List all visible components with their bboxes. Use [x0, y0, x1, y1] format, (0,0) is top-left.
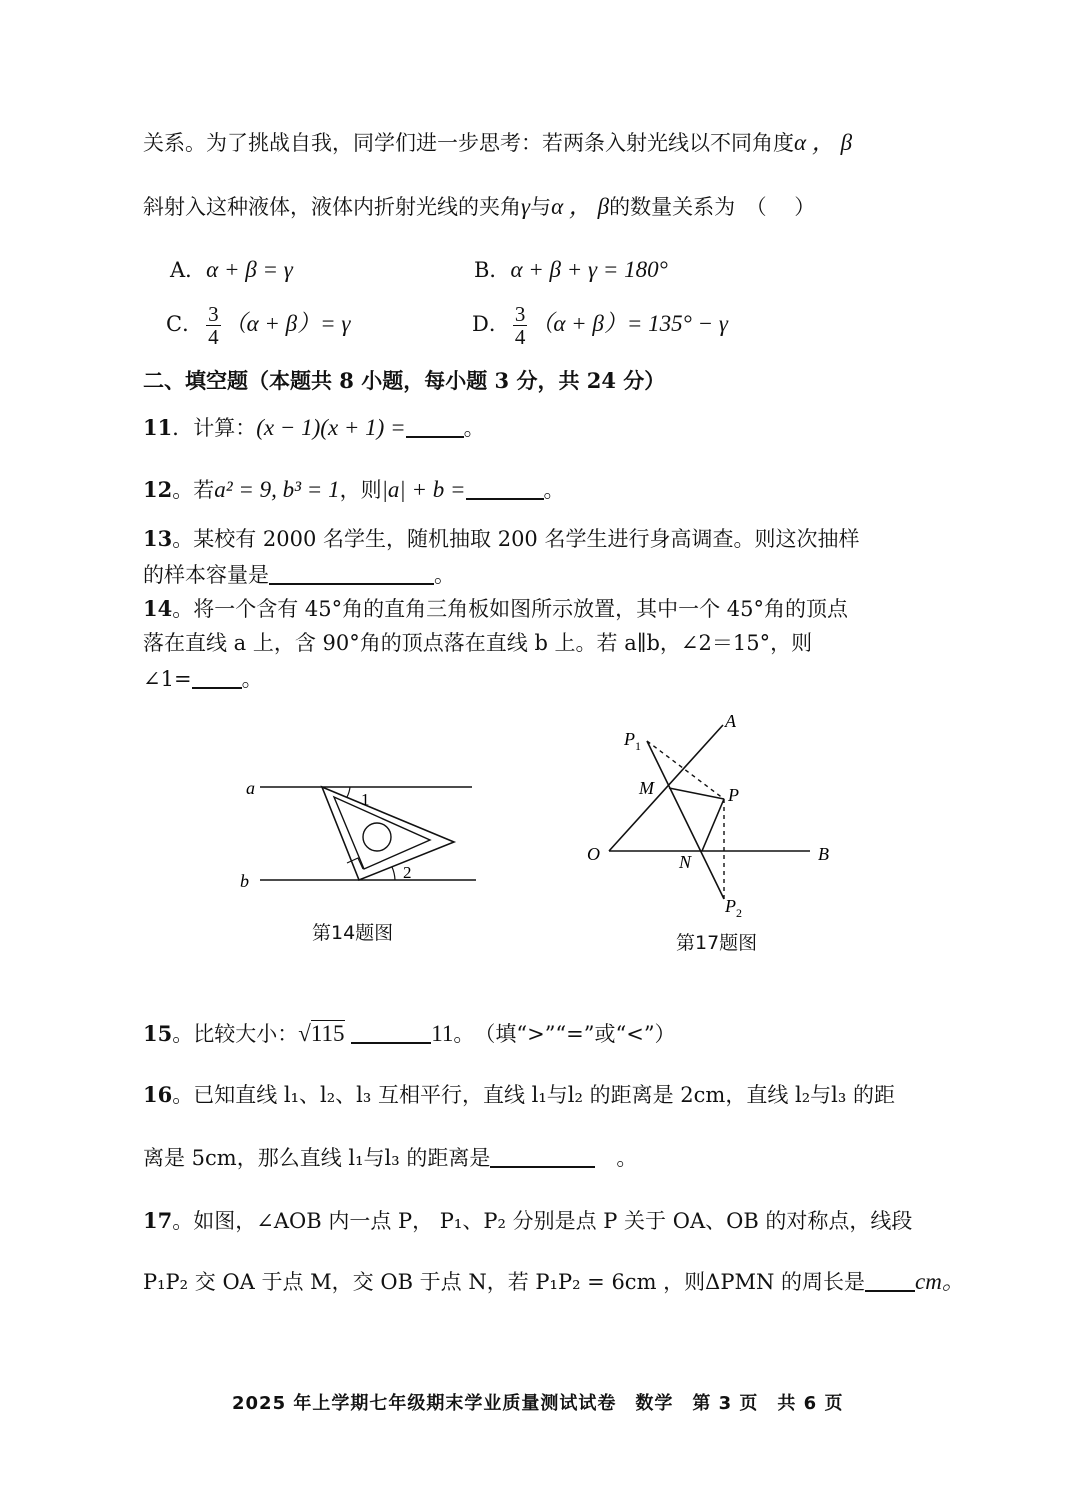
segment-P1P2	[647, 741, 724, 899]
section-title: 二、填空题（本题共 8 小题，每小题 3 分，共 24 分）	[143, 368, 666, 393]
answer-blank	[406, 414, 464, 438]
label-angle-2: 2	[403, 863, 412, 882]
label-angle-1: 1	[361, 790, 370, 809]
answer-blank	[865, 1268, 915, 1292]
q10-line1: 关系。为了挑战自我，同学们进一步思考：若两条入射光线以不同角度α ， β	[143, 130, 853, 155]
figure-17	[580, 705, 850, 930]
label-B: B	[818, 844, 829, 864]
question-14-line1: 14。将一个含有 45°角的直角三角板如图所示放置，其中一个 45°角的顶点	[143, 596, 849, 621]
dashed-P1P	[647, 741, 724, 799]
q10-option-a: A．α + β = γ	[170, 257, 293, 282]
question-13-line1: 13。某校有 2000 名学生，随机抽取 200 名学生进行身高调查。则这次抽样	[143, 526, 860, 551]
answer-blank	[490, 1144, 595, 1168]
question-17-line2: P₁P₂ 交 OA 于点 M，交 OB 于点 N，若 P₁P₂ = 6cm ，则ΔPMN 的周长是 cm。	[143, 1269, 965, 1294]
angle-1-arc	[347, 787, 350, 797]
question-13-line2: 的样本容量是 。	[143, 563, 455, 587]
label-P: P	[728, 785, 739, 805]
question-12: 12。若a² = 9, b³ = 1，则|a| + b = 。	[143, 477, 565, 502]
fraction: $\frac{3}{4}$	[208, 302, 219, 349]
question-11: 11．计算：(x − 1)(x + 1) = 。	[143, 415, 485, 440]
question-17-line1: 17。如图，∠AOB 内一点 P， P₁、P₂ 分别是点 P 关于 OA、OB 的对称点，线段	[143, 1208, 913, 1233]
question-16-line1: 16。已知直线 l₁、l₂、l₃ 互相平行，直线 l₁与l₂ 的距离是 2cm，直线 l₂与l₃ 的距	[143, 1082, 895, 1107]
label-O: O	[587, 844, 600, 864]
answer-blank	[466, 476, 544, 500]
answer-blank	[351, 1020, 431, 1044]
question-16-line2: 离是 5cm，那么直线 l₁与l₃ 的距离是 。	[143, 1146, 638, 1170]
question-15: 15。比较大小：√115 11。 （填“>”“=”或“<”）	[143, 1021, 676, 1046]
answer-blank	[192, 665, 242, 689]
segment-MP	[669, 788, 724, 799]
question-14-line2: 落在直线 a 上，含 90°角的顶点落在直线 b 上。若 a∥b，∠2＝15°，则	[143, 631, 813, 655]
q10-option-c: C． $\frac{3}{4}$ （α + β）= γ	[166, 302, 351, 349]
label-b: b	[240, 871, 249, 891]
question-14-line3: ∠1= 。	[143, 667, 263, 691]
q10-option-b: B．α + β + γ = 180°	[474, 257, 668, 282]
answer-blank	[269, 561, 434, 585]
label-A: A	[725, 711, 736, 731]
fraction: $\frac{3}{4}$	[514, 302, 526, 349]
sqrt-sign: √	[298, 1021, 311, 1046]
q10-option-d: D． $\frac{3}{4}$ （α + β）= 135° − γ	[472, 302, 728, 349]
ruler-hole	[363, 823, 391, 851]
page-footer: 2025 年上学期七年级期末学业质量测试试卷 数学 第 3 页 共 6 页	[232, 1393, 844, 1414]
label-M: M	[639, 778, 654, 798]
angle-2-arc	[392, 867, 395, 880]
figure-17-caption: 第17题图	[676, 932, 758, 954]
figure-14-caption: 第14题图	[312, 922, 394, 944]
segment-PN	[702, 799, 724, 851]
label-N: N	[679, 852, 692, 872]
label-P1: $P_1$	[624, 729, 641, 753]
q10-line2: 斜射入这种液体，液体内折射光线的夹角γ与α ， β的数量关系为 （ ）	[143, 194, 816, 219]
label-a: a	[246, 778, 255, 798]
label-P2: $P_2$	[725, 896, 742, 920]
